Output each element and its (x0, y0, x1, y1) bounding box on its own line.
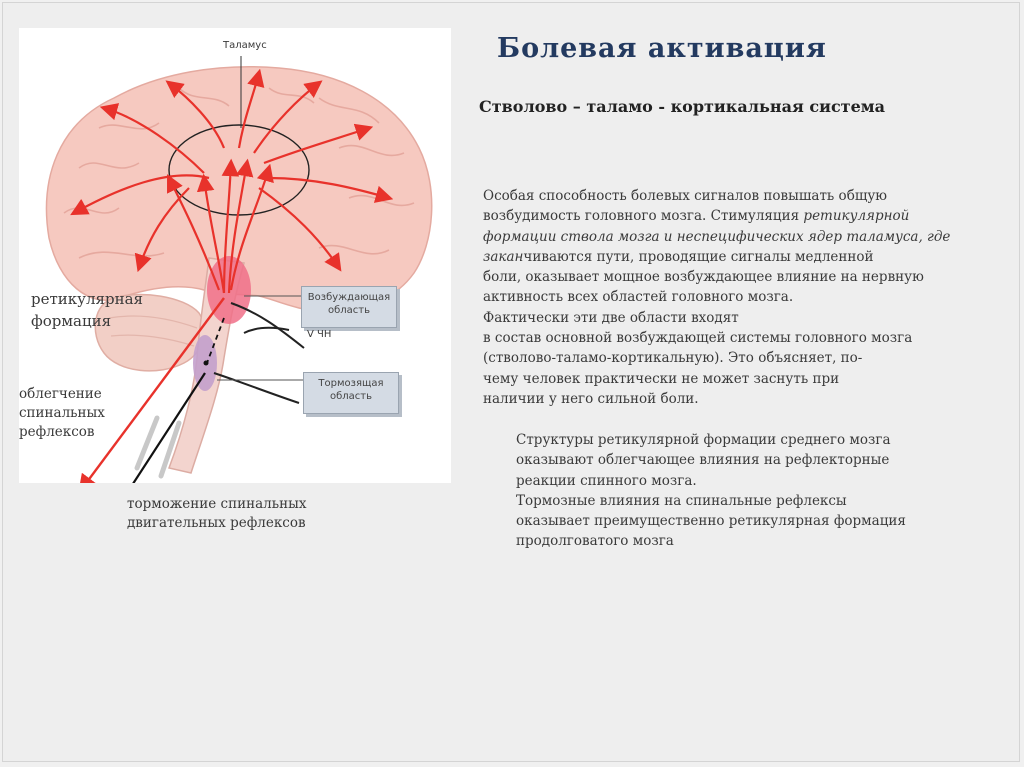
vchn-label: V ЧН (307, 329, 332, 340)
p2-line4: Тормозные влияния на спинальные рефлексы (516, 492, 847, 509)
p1-line3: формации ствола мозга и неспецифических ядер таламуса, где (483, 228, 951, 245)
p1-line10: чему человек практически не может заснуть при (483, 370, 840, 387)
p1-line1: Особая способность болевых сигналов повышать общую (483, 188, 888, 204)
p1-line6: активность всех областей головного мозга. (483, 289, 794, 306)
reticular-label-line2: формация (31, 312, 112, 330)
excitatory-box-line2: область (327, 305, 371, 316)
p1-line2: возбудимость головного мозга. Стимуляция ретикулярной (483, 208, 910, 225)
thalamus-label: Таламус (223, 40, 267, 51)
inhibition-label (127, 495, 306, 533)
excitatory-area-box (301, 286, 397, 328)
inhibitory-box-line2: область (329, 391, 373, 402)
slide-subtitle: Стволово – таламо - кортикальная система (479, 97, 886, 116)
facilitation-line3: рефлексов (19, 424, 95, 440)
p1-line7: Фактически эти две области входят (483, 309, 739, 326)
p1-line9: (стволово-таламо-кортикальную). Это объясняет, по- (483, 350, 863, 367)
slide (2, 2, 1020, 762)
p1-line11: наличии у него сильной боли. (483, 390, 699, 407)
p1-line4: заканчиваются пути, проводящие сигналы медленной (483, 248, 874, 265)
facilitation-line1: облегчение (19, 386, 102, 402)
p2-line1: Структуры ретикулярной формации среднего мозга (516, 432, 891, 448)
inhibition-line1: торможение спинальных (127, 496, 307, 512)
main-paragraph (483, 186, 950, 409)
inhibition-line2: двигательных рефлексов (127, 515, 306, 531)
slide-title: Болевая активация (497, 33, 827, 64)
p1-line5: боли, оказывает мощное возбуждающее влияние на нервную (483, 269, 924, 286)
inhibitory-area-box (303, 372, 399, 414)
p2-line2: оказывают облегчающее влияния на рефлекторные (516, 452, 890, 469)
p2-line6: продолговатого мозга (516, 533, 674, 550)
p1-line8: в состав основной возбуждающей системы головного мозга (483, 330, 913, 347)
facilitation-label (19, 385, 105, 442)
inhibitory-box-line1: Тормозящая (318, 378, 384, 389)
reticular-formation-label (31, 288, 143, 332)
p2-line5: оказывает преимущественно ретикулярная формация (516, 513, 906, 530)
reticular-label-line1: ретикулярная (31, 290, 143, 308)
second-paragraph (516, 430, 906, 552)
facilitation-line2: спинальных (19, 405, 105, 421)
p2-line3: реакции спинного мозга. (516, 472, 697, 489)
excitatory-box-line1: Возбуждающая (307, 292, 391, 303)
